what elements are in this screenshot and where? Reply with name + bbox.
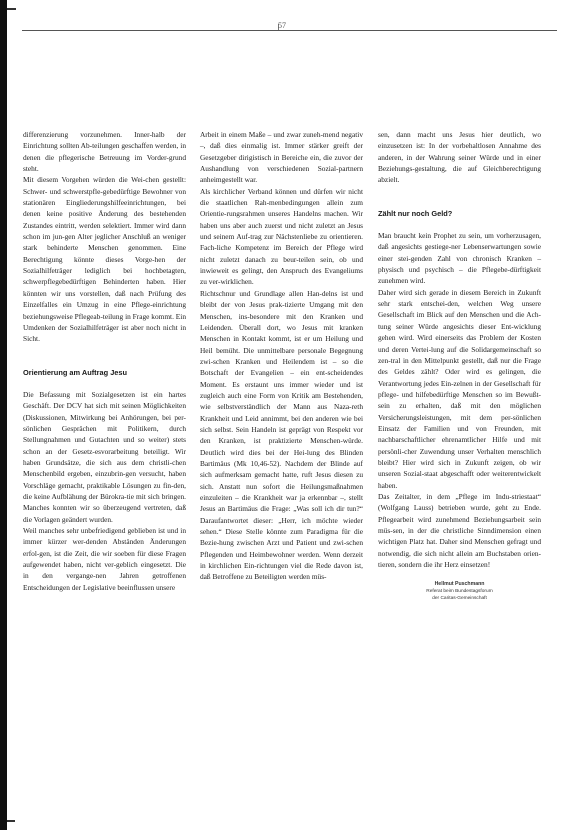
paragraph: Das Zeitalter, in dem „Pflege im Indu-striestaat“ (Wolfgang Lauss) betrieben wurde, geht zu Ende. Pflegearbeit wird zunehmend Beziehungsarbeit sein müs-sen, in der die christliche Sinndimension einen wichtigen Platz hat. Daher sind Menschen gefragt und notwendig, die sich nicht allein am Buchstaben orien-tieren, sondern die ihr Herz einsetzen! — [378, 491, 541, 570]
spacer — [378, 219, 541, 230]
text-column-2 — [200, 129, 363, 583]
text-column-3 — [378, 129, 541, 602]
spacer — [23, 378, 186, 389]
paragraph: sen, dann macht uns Jesus hier deutlich, wo einzusetzen ist: In der vorbehaltlosen Annahme des anderen, in der Wahrung seiner Würde und in einer Beziehungs-gestaltung, die auf Gleichberechtigung abzielt. — [378, 130, 541, 185]
text-column-1 — [23, 129, 186, 593]
spacer — [23, 345, 186, 367]
paragraph: Richtschnur und Grundlage allen Han-delns ist und bleibt der von Jesus prak-tizierte Umgang mit den Menschen, ins-besondere mit den Kranken und Leidenden. Überall dort, wo Jesus mit kranken Menschen in Kontakt kommt, ist er um Heilung und Heil bemüht. Die unmittelbare personale Begegnung zwi-schen Kranken und Heilendem ist – so die Botschaft der Evangelien – ein ent-scheidendes Moment. Es erstaunt uns immer wieder und ist zugleich auch eine Form von Kritik am Bestehenden, wie selbstverständlich der Mann aus Naza-reth Krankheit und Leid annimmt, bei den anderen wie bei sich selbst. Sein Handeln ist geprägt von Respekt vor den Kranken, ist praktizierte Menschen-würde. Deutlich wird dies bei der Hei-lung des Blinden Bartimäus (Mk 10,46-52). Nachdem der Blinde auf sich aufmerksam gemacht hatte, ruft Jesus diesen zu sich. Anstatt nun sofort die Heilungsmaßnahmen einzuleiten – die Krankheit war ja erkennbar –, stellt Jesus an Bartimäus die Frage: „Was soll ich dir tun?“ Daraufantwortet dieser: „Herr, ich möchte wieder sehen.“ Diese Stelle könnte zum Paradigma für die Bezie-hung zwischen Arzt und Patient und zwi-schen Pflegenden und Heimbewohner werden. Wenn derzeit in kirchlichen Ein-richtungen viel die Rede davon ist, daß Betroffene zu Beteiligten werden müs- — [200, 288, 363, 582]
paragraph: Mit diesem Vorgehen würden die Wei-chen gestellt: Schwer- und schwerstpfle-gebedürftige Bewohner von stationären Eingliederungshilfeeinrichtungen, bei denen keine positive Änderung des bestehenden Zustandes eintritt, werden selektiert. Immer wird dann schon im jun-gen Alter jeglicher Anschluß an weniger stark behinderte Menschen genommen. Eine Berechtigung könnte dieses Vorge-hen der Sozialhilfeträger lediglich bei hochbetagten, schwerpflegebedürftigen Behinderten haben. Hier könnten wir uns vorstellen, daß nach Prüfung des Einzelfalles ein Umzug in eine Pflege-einrichtung beziehungsweise Pflegeab-teilung in Frage kommt. Ein Umdenken der Sozialhilfeträger ist aber noch nicht in Sicht. — [23, 175, 186, 344]
paragraph: Daher wird sich gerade in diesem Bereich in Zukunft sehr stark entschei-den, welchen Weg unsere Gesellschaft im Blick auf den Menschen und die Ach-tung seiner Würde angesichts dieser Ent-wicklung gehen wird. Wird einerseits das Problem der Kosten und deren Vertei-lung auf die Solidargemeinschaft so zen-tral in den Mittelpunkt gestellt, daß nur die Frage des Geldes zählt? Oder wird es gelingen, die Verantwortung jedes Ein-zelnen in der Gesellschaft für pflege- und hilfebedürftige Menschen so im Bewußt-sein zu erhalten, daß mit den möglichen Versicherungsleistungen, mit dem per-sönlichen Einsatz der Familien und von Freunden, mit nachbarschaftlicher ehrenamtlicher Hilfe und mit persönli-cher Zuwendung unser Verhalten menschlich bleibt? Hier wird sich in Zukunft zeigen, ob wir unseren Sozial-staat abgeschafft oder weiterentwickelt haben. — [378, 287, 541, 490]
page-number: 57 — [278, 21, 286, 30]
scan-left-edge — [0, 0, 7, 830]
paragraph: Man braucht kein Prophet zu sein, um vorherzusagen, daß angesichts gestiege-ner Lebenserwartungen sowie einer stei-genden Zahl von chronisch Kranken – physisch und psychisch – die Pflegebe-dürftigkeit zunehmen wird. — [378, 231, 541, 286]
paragraph: Weil manches sehr unbefriedigend geblieben ist und in immer kürzer wer-denden Abständen Änderungen erfol-gen, ist die Zeit, die wir soeben für diese Fragen aufgewendet haben, nicht ver-geblich eingesetzt. Die in den vergange-nen Jahren getroffenen Entscheidungen der Legislative beeinflussen unsere — [23, 526, 186, 592]
section-heading: Zählt nur noch Geld? — [378, 208, 453, 218]
paragraph: Als kirchlicher Verband können und dürfen wir nicht die staatlichen Rah-menbedingungen allein zum Orientie-rungsrahmen unseres Handelns machen. Wir haben uns aber auch zuerst und nicht zuletzt an Jesus und seinem Auf-trag zur Nächstenliebe zu orientieren. Fach-liche Kompetenz im Bereich der Pflege wird nicht zuletzt danach zu beur-teilen sein, ob und inwieweit es gelingt, den Anspruch des Evangeliums zu ver-wirklichen. — [200, 186, 363, 287]
author-signature — [378, 581, 541, 602]
scan-corner-mark-bottom — [7, 820, 15, 822]
section-heading: Orientierung am Auftrag Jesu — [23, 367, 128, 377]
spacer — [378, 186, 541, 208]
author-affiliation-line: der Caritas-Gemeinschaft — [432, 596, 487, 602]
paragraph: differenzierung vorzunehmen. Inner-halb der Einrichtung sollten Ab-teilungen geschaffen werden, in denen die pflegerische Betreuung im Vorder-grund steht. — [23, 130, 186, 174]
author-affiliation-line: Referat beim Bundestagsforum — [426, 589, 493, 595]
author-name: Hellmut Puschmann — [434, 581, 485, 588]
paragraph: Die Befassung mit Sozialgesetzen ist ein hartes Geschäft. Der DCV hat sich mit seinen Möglichkeiten (Diskussionen, Mitwirkung bei Anhörungen, bei per-sönlichen Gesprächen mit Politikern, durch Stellungnahmen und Gutachten und so weiter) stets schon an der Gesetz-esvorarbeitung beteiligt. Wir haben Grundsätze, die sich aus dem christli-chen Menschenbild ergeben, einzubrin-gen versucht, haben Vorschläge gemacht, praktikable Lösungen zu fin-den, die keine Aufblähung der Bürokra-tie mit sich bringen. Manches konnten wir so überzeugend vertreten, daß die Vorlagen geändert wurden. — [23, 389, 186, 524]
header-rule — [22, 30, 557, 31]
paragraph: Arbeit in einem Maße – und zwar zuneh-mend negativ –, daß dies einmalig ist. Immer stärker greift der Gesetzgeber dirigistisch in Bereiche ein, die zuvor der Aushandlung von verschiedenen Sozial-partnern anheimgestellt war. — [200, 130, 363, 185]
scan-corner-mark-top — [7, 8, 16, 10]
